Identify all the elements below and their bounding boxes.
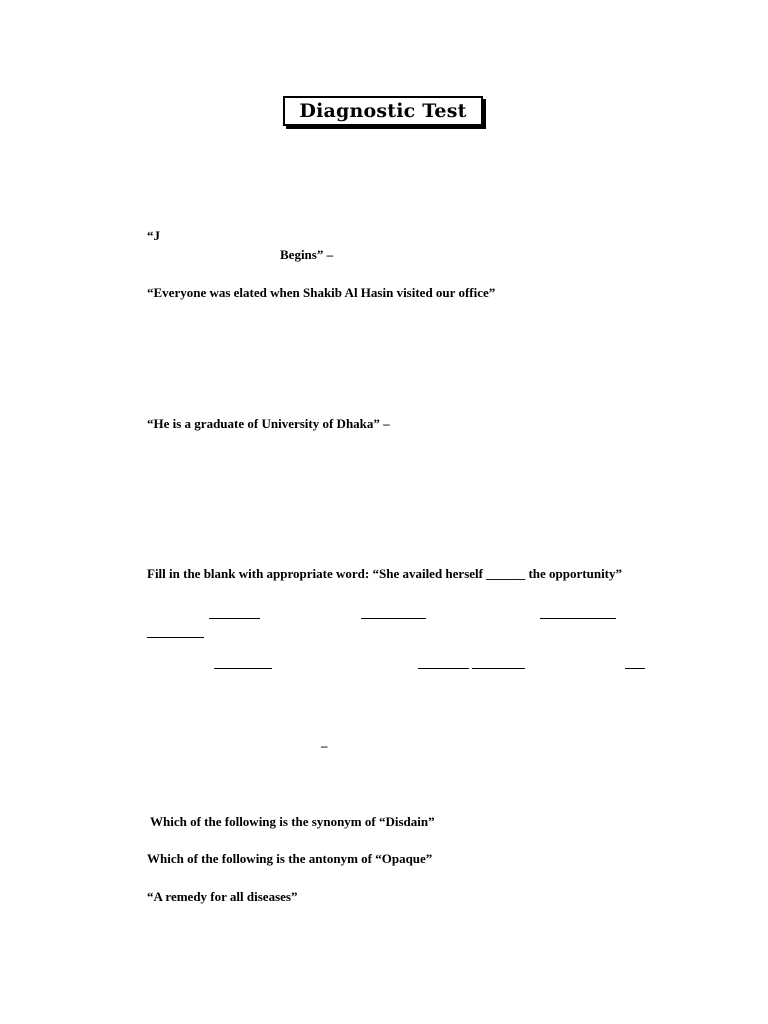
dash-mark: – xyxy=(321,738,328,753)
title-box xyxy=(283,96,483,126)
page-title: Diagnostic Test xyxy=(299,100,467,122)
question-7-text: “A remedy for all diseases” xyxy=(147,889,298,904)
question-3-text: “He is a graduate of University of Dhaka” – xyxy=(147,416,390,431)
answer-blank[interactable] xyxy=(209,618,260,619)
answer-blank[interactable] xyxy=(472,668,525,669)
answer-blank[interactable] xyxy=(214,668,272,669)
question-1-closing: Begins” – xyxy=(280,247,334,262)
answer-blank[interactable] xyxy=(418,668,469,669)
question-5-text: Which of the following is the synonym of “Disdain” xyxy=(150,814,435,829)
answer-blank[interactable] xyxy=(540,618,616,619)
answer-blank[interactable] xyxy=(361,618,426,619)
question-6-text: Which of the following is the antonym of “Opaque” xyxy=(147,851,433,866)
question-1-opening: “J xyxy=(147,228,160,243)
question-4-text: Fill in the blank with appropriate word: “She availed herself ______ the opportunity” xyxy=(147,566,623,581)
question-2-text: “Everyone was elated when Shakib Al Hasin visited our office” xyxy=(147,285,496,300)
answer-blank[interactable] xyxy=(625,668,645,669)
answer-blank[interactable] xyxy=(147,637,204,638)
